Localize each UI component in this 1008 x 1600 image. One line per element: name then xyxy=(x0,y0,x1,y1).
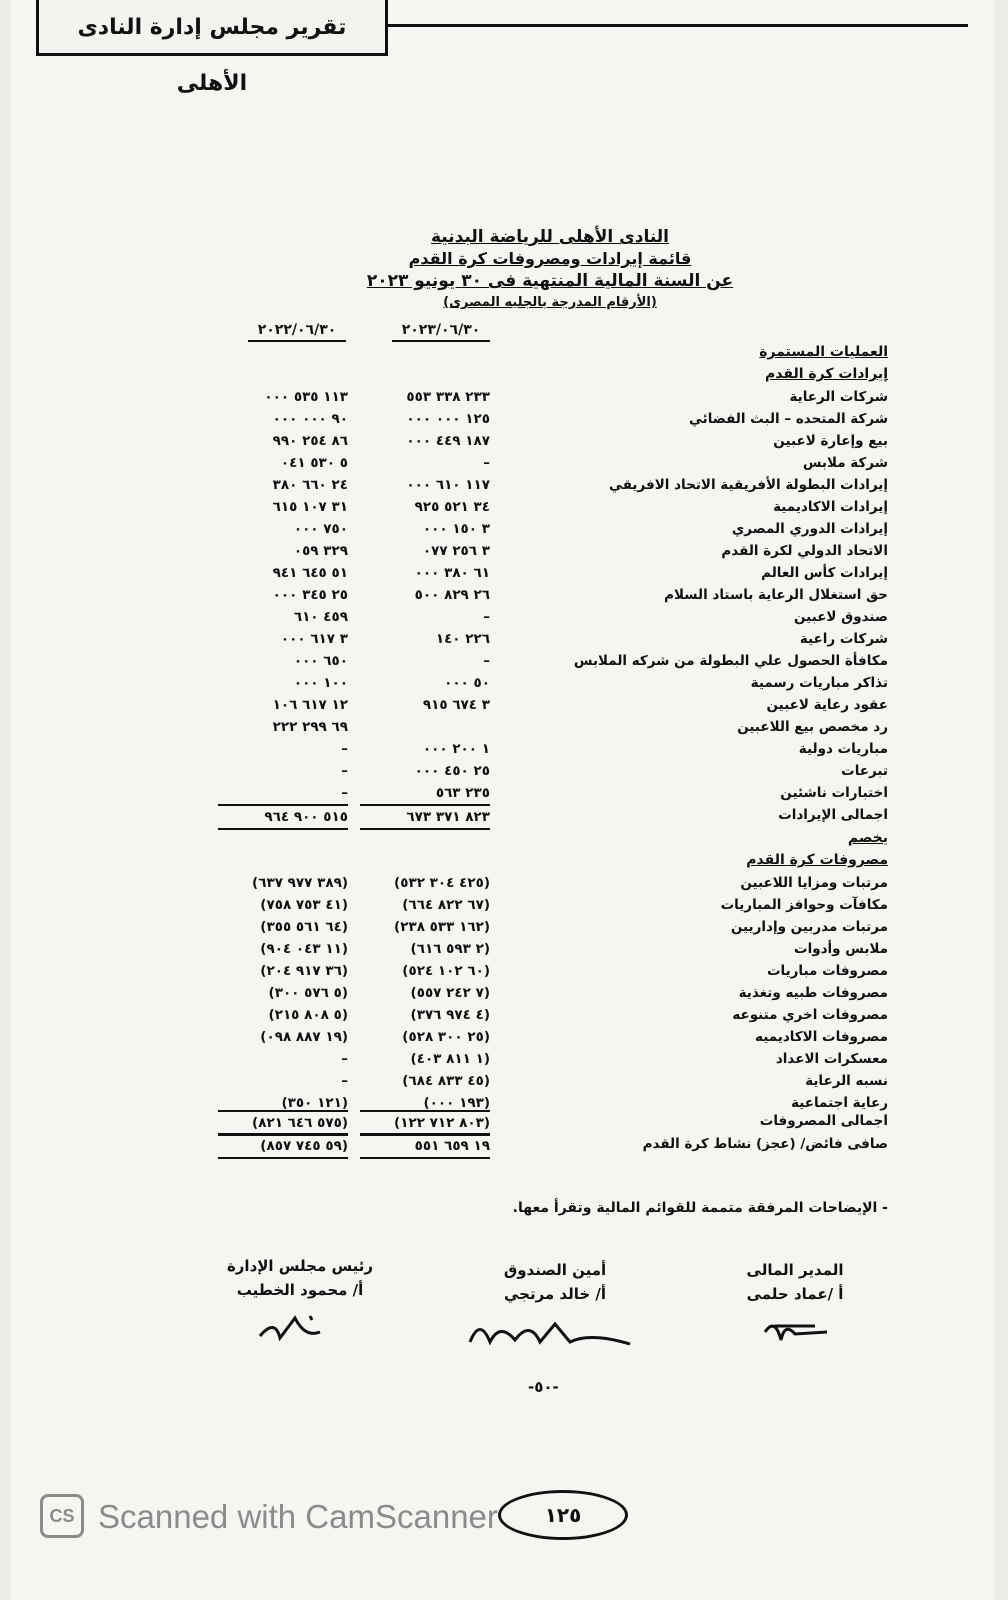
signature-role: أمين الصندوق xyxy=(503,1261,607,1279)
value-2023: ٦١ ٣٨٠ ٠٠٠ xyxy=(414,565,490,581)
value-2022: (١٢١ ٣٥٠) xyxy=(281,1095,348,1111)
value-2023: ٢٢٦ ١٤٠ xyxy=(435,631,490,647)
value-2023: ٢٣٥ ٥٦٣ xyxy=(435,785,490,801)
value-2023: ١١٧ ٦١٠ ٠٠٠ xyxy=(406,477,490,493)
table-row xyxy=(0,540,1008,562)
row-label: إيرادات كأس العالم xyxy=(761,565,888,581)
section-expense-head: مصروفات كرة القدم xyxy=(746,852,888,868)
table-row xyxy=(0,960,1008,982)
row-label: بيع وإعارة لاعبين xyxy=(773,433,888,449)
currency-note: (الأرقام المدرجة بالجليه المصرى) xyxy=(443,295,657,310)
value-2022: ٢٥ ٣٤٥ ٠٠٠ xyxy=(272,587,348,603)
table-row xyxy=(0,496,1008,518)
header-rule xyxy=(388,24,968,27)
value-2023: ٢٣٣ ٣٣٨ ٥٥٣ xyxy=(406,389,490,405)
handwritten-signature-icon xyxy=(755,1312,835,1348)
net-result-row xyxy=(0,1133,1008,1155)
value-2023: (٤ ٩٧٤ ٣٧٦) xyxy=(410,1007,490,1023)
club-title: النادى الأهلى للرياضة البدنية xyxy=(430,227,669,247)
value-2023: (٢ ٥٩٣ ٦١٦) xyxy=(410,941,490,957)
value-2022: ٧٥٠ ٠٠٠ xyxy=(293,521,348,537)
value-2022: ٦٥٠ ٠٠٠ xyxy=(293,653,348,669)
value-2023: ٥٠ ٠٠٠ xyxy=(444,675,490,691)
handwritten-signature-icon xyxy=(250,1308,350,1348)
value-2023: – xyxy=(483,609,490,625)
value-2023: (٤٥ ٨٣٣ ٦٨٤) xyxy=(402,1073,490,1089)
signature-finance-manager xyxy=(730,1258,860,1348)
section-continuing: العمليات المستمرة xyxy=(759,344,888,360)
table-row xyxy=(0,1048,1008,1070)
row-label: إيرادات الاكاديمية xyxy=(773,499,888,515)
value-2022: ٨٦ ٢٥٤ ٩٩٠ xyxy=(272,433,348,449)
value-2022: (٣٨٩ ٩٧٧ ٦٣٧) xyxy=(252,875,348,891)
camscanner-logo-icon: CS xyxy=(40,1494,84,1538)
value-2022: (٣٦ ٩١٧ ٢٠٤) xyxy=(260,963,348,979)
signature-treasurer xyxy=(470,1258,640,1352)
expense-total-row xyxy=(0,1110,1008,1132)
signature-chairman xyxy=(210,1254,390,1348)
row-label: إيرادات الدوري المصري xyxy=(731,521,888,537)
row-label: مرتبات ومزايا اللاعبين xyxy=(740,875,888,891)
book-page-number: ١٢٥ xyxy=(498,1490,628,1540)
value-2022: ٩٠ ٠٠٠ ٠٠٠ xyxy=(272,411,348,427)
row-label: صافى فائض/ (عجز) نشاط كرة القدم xyxy=(642,1136,888,1152)
table-row xyxy=(0,760,1008,782)
row-label: اجمالى الإيرادات xyxy=(778,807,888,823)
value-2023: (١ ٨١١ ٤٠٣) xyxy=(410,1051,490,1067)
value-2023: ٣ ٢٥٦ ٠٧٧ xyxy=(422,543,490,559)
row-label: ملابس وأدوات xyxy=(794,941,888,957)
value-2023: (١٦٢ ٥٣٣ ٢٣٨) xyxy=(394,919,490,935)
column-header-2022: ٢٠٢٢/٠٦/٣٠ xyxy=(248,322,346,342)
revenue-total-row xyxy=(0,804,1008,826)
signature-role: رئيس مجلس الإدارة xyxy=(226,1257,374,1275)
value-2022: ٦٩ ٢٩٩ ٢٢٢ xyxy=(272,719,348,735)
value-2022: (٥٩ ٧٤٥ ٨٥٧) xyxy=(218,1133,348,1159)
table-row xyxy=(0,1070,1008,1092)
row-label: اختبارات ناشئين xyxy=(780,785,888,801)
signature-role: المدير المالى xyxy=(746,1261,844,1279)
table-row xyxy=(0,606,1008,628)
value-2022: ١٠٠ ٠٠٠ xyxy=(293,675,348,691)
value-2022: ٥ ٥٣٠ ٠٤١ xyxy=(280,455,348,471)
scanner-watermark xyxy=(40,1494,760,1544)
table-row xyxy=(0,738,1008,760)
row-label: صندوق لاعبين xyxy=(794,609,888,625)
value-2023: ١ ٢٠٠ ٠٠٠ xyxy=(422,741,490,757)
value-2023: (٤٢٥ ٣٠٤ ٥٣٢) xyxy=(394,875,490,891)
handwritten-signature-icon xyxy=(460,1312,640,1352)
row-label: شركة المتحده – البث الفضائي xyxy=(688,411,888,427)
period-title: عن السنة المالية المنتهية فى ٣٠ يونيو ٢٠٢٣ xyxy=(366,271,734,291)
row-label: معسكرات الاعداد xyxy=(775,1051,888,1067)
value-2022: – xyxy=(341,1073,348,1089)
table-row xyxy=(0,916,1008,938)
value-2022: (٥ ٥٧٦ ٣٠٠) xyxy=(268,985,348,1001)
table-row xyxy=(0,386,1008,408)
row-label: مصروفات الاكاديميه xyxy=(755,1029,888,1045)
value-2022: (١٩ ٨٨٧ ٠٩٨) xyxy=(260,1029,348,1045)
table-row xyxy=(0,650,1008,672)
value-2023: ٢٥ ٤٥٠ ٠٠٠ xyxy=(414,763,490,779)
section-revenue-head: إيرادات كرة القدم xyxy=(765,366,888,382)
row-label: تبرعات xyxy=(841,763,888,779)
value-2022: – xyxy=(341,763,348,779)
table-row xyxy=(0,872,1008,894)
value-2023: – xyxy=(483,653,490,669)
value-2022: ٢٤ ٦٦٠ ٣٨٠ xyxy=(272,477,348,493)
value-2022: (٦٤ ٥٦١ ٣٥٥) xyxy=(260,919,348,935)
value-2023: ٣ ٦٧٤ ٩١٥ xyxy=(422,697,490,713)
report-header: تقرير مجلس إدارة النادى الأهلى xyxy=(36,0,388,56)
value-2023: – xyxy=(483,455,490,471)
page-number: -٥٠- xyxy=(528,1378,559,1396)
row-label: مصروفات اخري متنوعه xyxy=(732,1007,888,1023)
value-2023: (٦٧ ٨٢٢ ٦٦٤) xyxy=(402,897,490,913)
table-row xyxy=(0,1004,1008,1026)
value-2022: (١١ ٠٤٣ ٩٠٤) xyxy=(260,941,348,957)
signature-name: أ /عماد حلمى xyxy=(746,1285,844,1303)
table-row xyxy=(0,672,1008,694)
statement-title: قائمة إيرادات ومصروفات كرة القدم xyxy=(408,249,692,268)
row-label: مصروفات مباريات xyxy=(766,963,888,979)
value-2022: ٣٢٩ ٠٥٩ xyxy=(293,543,348,559)
value-2023: ١٢٥ ٠٠٠ ٠٠٠ xyxy=(406,411,490,427)
value-2022: ٤٥٩ ٦١٠ xyxy=(293,609,348,625)
table-row xyxy=(0,782,1008,804)
value-2022: ١١٣ ٥٣٥ ٠٠٠ xyxy=(264,389,348,405)
row-label: شركة ملابس xyxy=(802,455,888,471)
table-row xyxy=(0,474,1008,496)
value-2023: ٢٦ ٨٢٩ ٥٠٠ xyxy=(414,587,490,603)
row-label: مكافآت وحوافز المباريات xyxy=(720,897,888,913)
row-label: عقود رعاية لاعبين xyxy=(766,697,888,713)
value-2022: – xyxy=(341,785,348,801)
section-deduct: يخصم xyxy=(847,830,888,846)
table-row xyxy=(0,1026,1008,1048)
table-row xyxy=(0,408,1008,430)
value-2023: ٣ ١٥٠ ٠٠٠ xyxy=(422,521,490,537)
value-2022: ١٢ ٦١٧ ١٠٦ xyxy=(272,697,348,713)
row-label: تذاكر مباريات رسمية xyxy=(750,675,888,691)
table-row xyxy=(0,584,1008,606)
value-2022: (٤١ ٧٥٣ ٧٥٨) xyxy=(260,897,348,913)
table-row xyxy=(0,982,1008,1004)
signature-name: أ/ محمود الخطيب xyxy=(236,1281,364,1299)
row-label: مكافأة الحصول علي البطولة من شركه الملابس xyxy=(573,653,888,669)
table-row xyxy=(0,716,1008,738)
value-2022: ٣ ٦١٧ ٠٠٠ xyxy=(280,631,348,647)
scanner-text: Scanned with CamScanner xyxy=(98,1498,498,1535)
value-2023: (٢٥ ٣٠٠ ٥٢٨) xyxy=(402,1029,490,1045)
notes-remark: - الإيضاحات المرفقة متممة للقوائم المالية وتقرأ معها. xyxy=(512,1200,888,1216)
row-label: مصروفات طبيه وتغذية xyxy=(738,985,888,1001)
row-label: مرتبات مدربين وإداريين xyxy=(730,919,888,935)
column-header-2023: ٢٠٢٣/٠٦/٣٠ xyxy=(392,322,490,342)
value-2022: – xyxy=(341,741,348,757)
value-2022: – xyxy=(341,1051,348,1067)
value-2023: (٦٠ ١٠٢ ٥٢٤) xyxy=(402,963,490,979)
signature-name: أ/ خالد مرتجي xyxy=(503,1285,607,1303)
table-row xyxy=(0,694,1008,716)
value-2023: (٨٠٣ ٧١٢ ١٢٢) xyxy=(360,1110,490,1136)
row-label: رعاية اجتماعية xyxy=(791,1095,888,1111)
row-label: شركات الرعاية xyxy=(789,389,888,405)
value-2022: ٥١٥ ٩٠٠ ٩٦٤ xyxy=(218,804,348,830)
value-2023: ١٨٧ ٤٤٩ ٠٠٠ xyxy=(406,433,490,449)
table-row xyxy=(0,628,1008,650)
table-row xyxy=(0,938,1008,960)
row-label: رد مخصص بيع اللاعبين xyxy=(737,719,888,735)
value-2023: (٧ ٢٤٢ ٥٥٧) xyxy=(410,985,490,1001)
value-2022: ٥١ ٦٤٥ ٩٤١ xyxy=(272,565,348,581)
table-row xyxy=(0,430,1008,452)
row-label: مباريات دولية xyxy=(798,741,888,757)
table-row xyxy=(0,894,1008,916)
value-2022: (٥٧٥ ٦٤٦ ٨٢١) xyxy=(218,1110,348,1136)
value-2022: (٥ ٨٠٨ ٢١٥) xyxy=(268,1007,348,1023)
row-label: الاتحاد الدولي لكرة القدم xyxy=(721,543,888,559)
row-label: حق استغلال الرعاية باستاد السلام xyxy=(664,587,888,603)
row-label: اجمالى المصروفات xyxy=(759,1113,888,1129)
table-row xyxy=(0,518,1008,540)
statement-titles xyxy=(330,226,770,314)
value-2023: ١٩ ٦٥٩ ٥٥١ xyxy=(360,1133,490,1159)
row-label: شركات راعية xyxy=(799,631,888,647)
value-2023: ٣٤ ٥٢١ ٩٢٥ xyxy=(414,499,490,515)
table-row xyxy=(0,562,1008,584)
value-2022: ٣١ ١٠٧ ٦١٥ xyxy=(272,499,348,515)
table-row xyxy=(0,452,1008,474)
value-2023: (١٩٣ ٠٠٠) xyxy=(423,1095,490,1111)
value-2023: ٨٢٣ ٣٧١ ٦٧٣ xyxy=(360,804,490,830)
row-label: نسبه الرعاية xyxy=(805,1073,888,1089)
row-label: إيرادات البطولة الأفريقية الاتحاد الافريقي xyxy=(609,477,888,493)
